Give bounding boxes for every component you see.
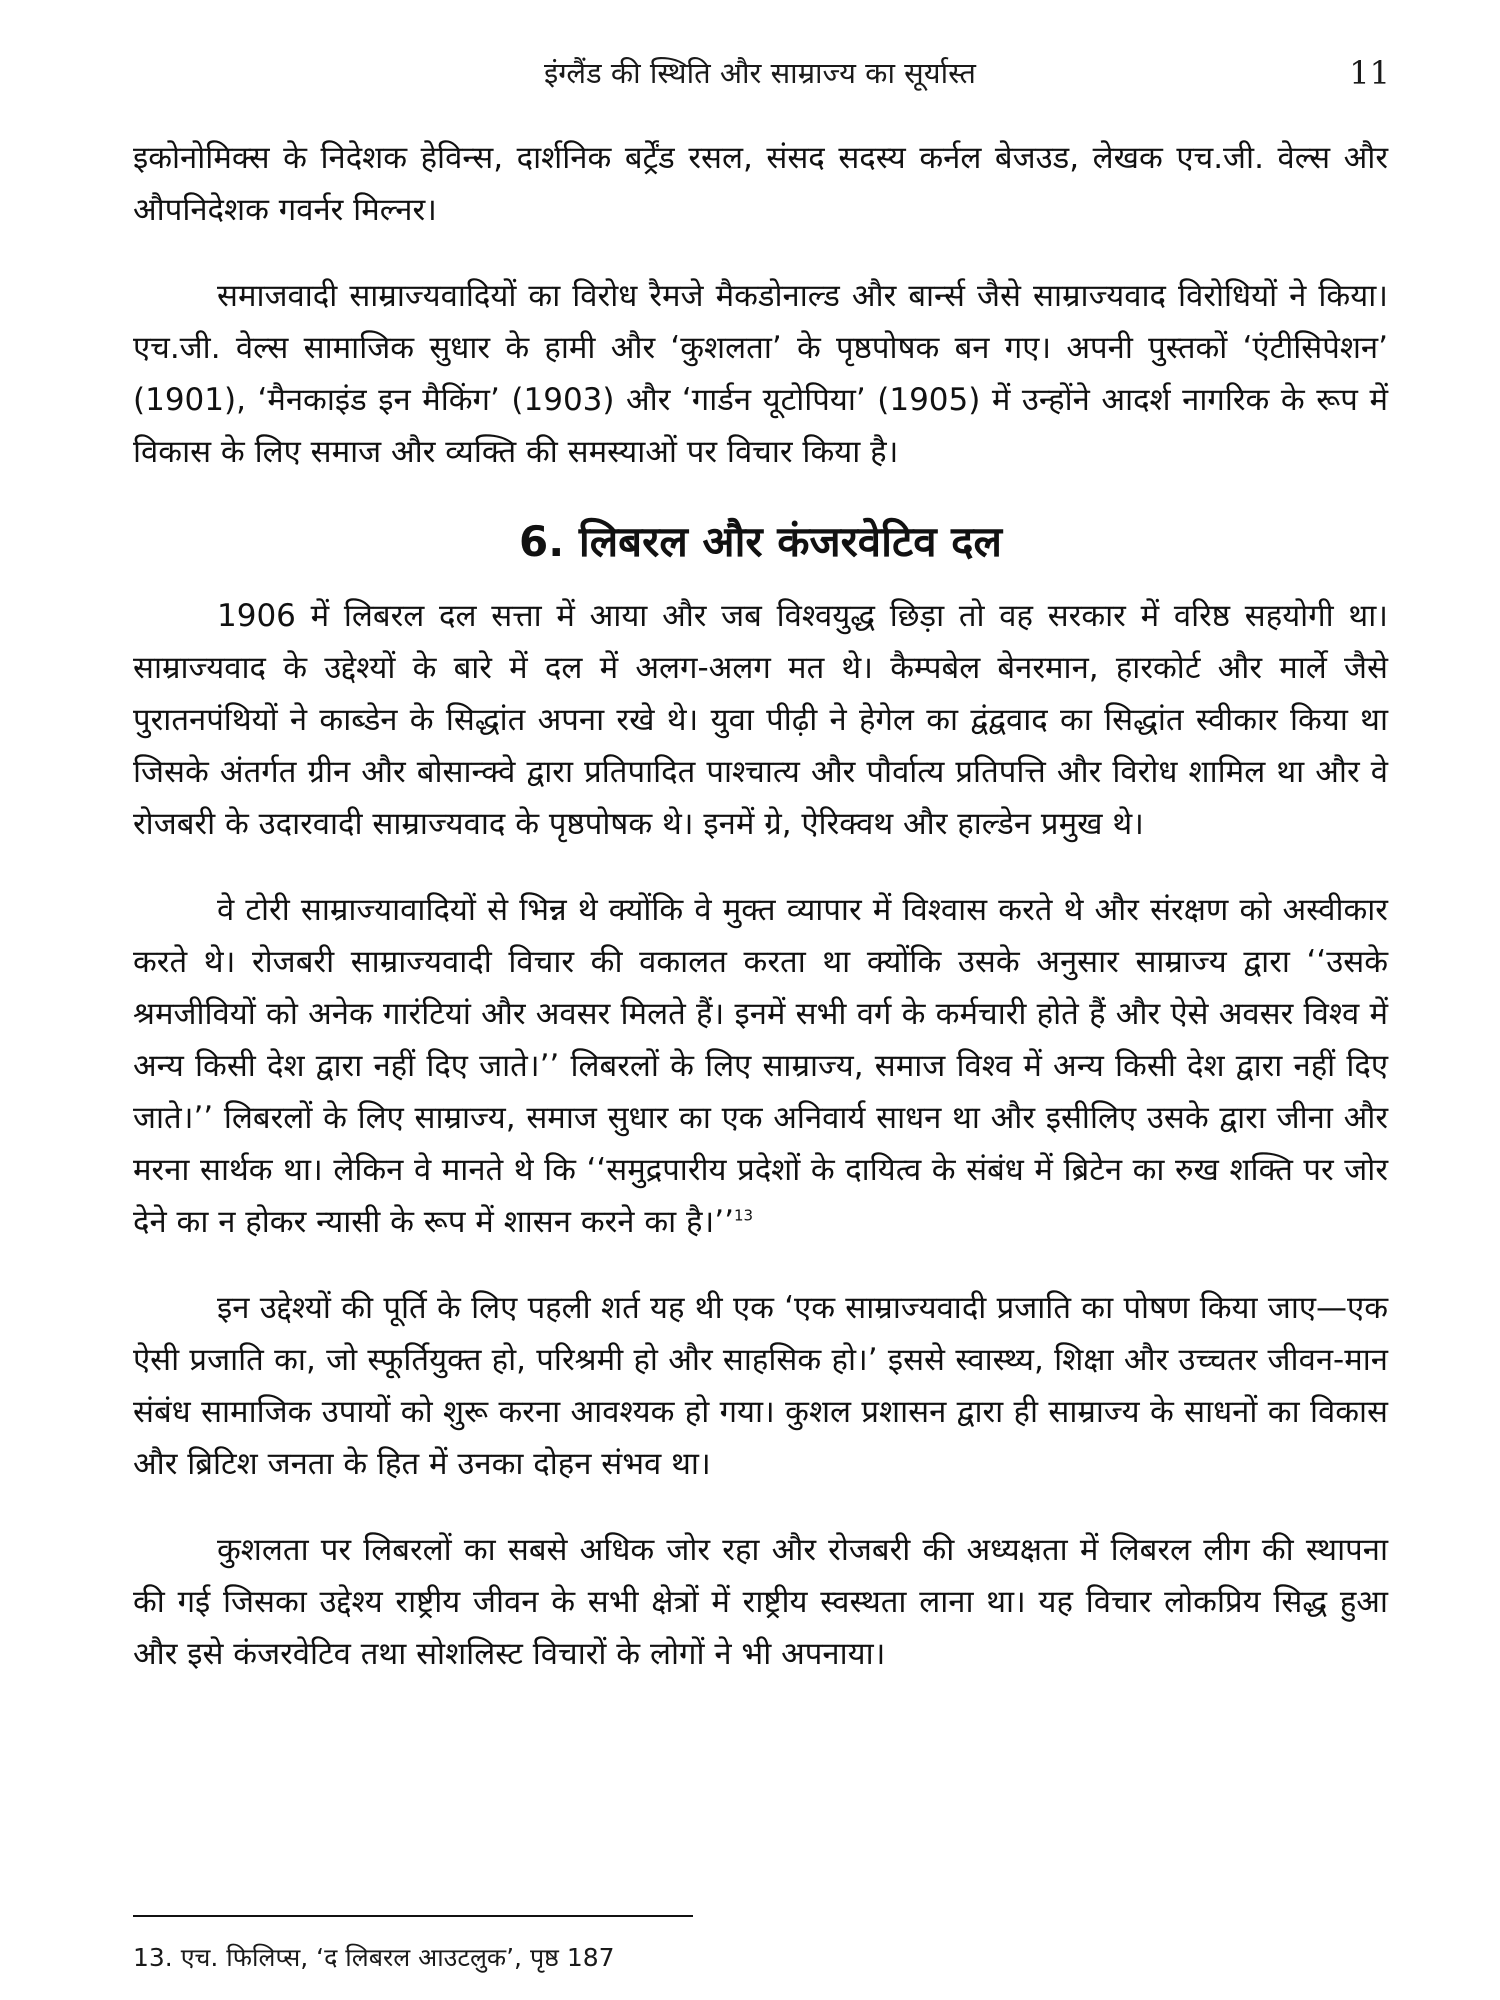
running-head xyxy=(130,48,1390,98)
paragraph-socialist-imperialists: समाजवादी साम्राज्यवादियों का विरोध रैमजे मैकडोनाल्ड और बार्न्स जैसे साम्राज्यवाद विरोधियों ने किया। एच.जी. वेल्स सामाजिक सुधार के हामी और ‘कुशलता’ के पृष्ठपोषक बन गए। अपनी पुस्तकों ‘एंटीसिपेशन’ (1901), ‘मैनकाइंड इन मैकिंग’ (1903) और ‘गार्डन यूटोपिया’ (1905) में उन्होंने आदर्श नागरिक के रूप में विकास के लिए समाज और व्यक्ति की समस्याओं पर विचार किया है। xyxy=(133,278,1388,470)
body-text xyxy=(133,132,1388,1714)
section-heading: 6. लिबरल और कंजरवेटिव दल xyxy=(519,517,1002,566)
paragraph-imperial-race: इन उद्देश्यों की पूर्ति के लिए पहली शर्त यह थी एक ‘एक साम्राज्यवादी प्रजाति का पोषण किया जाए—एक ऐसी प्रजाति का, जो स्फूर्तियुक्त हो, परिश्रमी हो और साहसिक हो।’ इससे स्वास्थ्य, शिक्षा और उच्चतर जीवन-मान संबंध सामाजिक उपायों को शुरू करना आवश्यक हो गया। कुशल प्रशासन द्वारा ही साम्राज्य के साधनों का विकास और ब्रिटिश जनता के हित में उनका दोहन संभव था। xyxy=(133,1290,1388,1482)
footnote-divider xyxy=(133,1915,693,1917)
footnote: 13. एच. फिलिप्स, ‘द लिबरल आउटलुक’, पृष्ठ 187 xyxy=(133,1943,615,1972)
paragraph-liberal-party: 1906 में लिबरल दल सत्ता में आया और जब विश्वयुद्ध छिड़ा तो वह सरकार में वरिष्ठ सहयोगी था। साम्राज्यवाद के उद्देश्यों के बारे में दल में अलग-अलग मत थे। कैम्पबेल बेनरमान, हारकोर्ट और मार्ले जैसे पुरातनपंथियों ने काब्डेन के सिद्धांत अपना रखे थे। युवा पीढ़ी ने हेगेल का द्वंद्ववाद का सिद्धांत स्वीकार किया था जिसके अंतर्गत ग्रीन और बोसान्क्वे द्वारा प्रतिपादित पाश्चात्य और पौर्वात्य प्रतिपत्ति और विरोध शामिल था और वे रोजबरी के उदारवादी साम्राज्यवाद के पृष्ठपोषक थे। इनमें ग्रे, ऐरिक्वथ और हाल्डेन प्रमुख थे। xyxy=(133,598,1388,842)
page-number: 11 xyxy=(1349,54,1390,92)
running-title: इंग्लैंड की स्थिति और साम्राज्य का सूर्यास्त xyxy=(544,56,976,90)
footnote-reference: 13 xyxy=(733,1206,754,1225)
paragraph-continued: इकोनोमिक्स के निदेशक हेविन्स, दार्शनिक बर्ट्रेंड रसल, संसद सदस्य कर्नल बेजउड, लेखक एच.जी. वेल्स और औपनिदेशक गवर्नर मिल्नर। xyxy=(133,140,1388,228)
paragraph-free-trade xyxy=(133,884,1388,1248)
paragraph-efficiency: कुशलता पर लिबरलों का सबसे अधिक जोर रहा और रोजबरी की अध्यक्षता में लिबरल लीग की स्थापना की गई जिसका उद्देश्य राष्ट्रीय जीवन के सभी क्षेत्रों में राष्ट्रीय स्वस्थता लाना था। यह विचार लोकप्रिय सिद्ध हुआ और इसे कंजरवेटिव तथा सोशलिस्ट विचारों के लोगों ने भी अपनाया। xyxy=(133,1532,1388,1672)
paragraph-free-trade-text: वे टोरी साम्राज्यावादियों से भिन्न थे क्योंकि वे मुक्त व्यापार में विश्वास करते थे और संरक्षण को अस्वीकार करते थे। रोजबरी साम्राज्यवादी विचार की वकालत करता था क्योंकि उसके अनुसार साम्राज्य द्वारा ‘‘उसके श्रमजीवियों को अनेक गारंटियां और अवसर मिलते हैं। इनमें सभी वर्ग के कर्मचारी होते हैं और ऐसे अवसर विश्व में अन्य किसी देश द्वारा नहीं दिए जाते।’’ लिबरलों के लिए साम्राज्य, समाज विश्व में अन्य किसी देश द्वारा नहीं दिए जाते।’’ लिबरलों के लिए साम्राज्य, समाज सुधार का एक अनिवार्य साधन था और इसीलिए उसके द्वारा जीना और मरना सार्थक था। लेकिन वे मानते थे कि ‘‘समुद्रपारीय प्रदेशों के दायित्व के संबंध में ब्रिटेन का रुख शक्ति पर जोर देने का न होकर न्यासी के रूप में शासन करने का है।’’ xyxy=(133,892,1388,1240)
